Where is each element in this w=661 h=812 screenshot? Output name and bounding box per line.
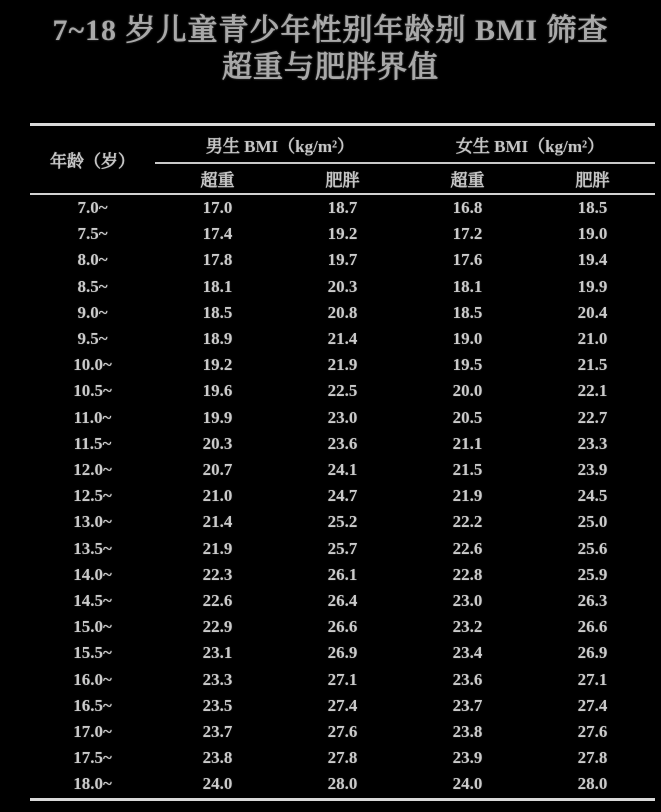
cell-girls-obesity: 27.4 <box>577 695 608 715</box>
table-row <box>30 771 655 799</box>
cell-boys-overweight: 19.6 <box>202 381 233 401</box>
cell-boys-overweight: 20.7 <box>202 460 233 480</box>
cell-boys-obesity: 28.0 <box>327 774 358 794</box>
cell-girls-obesity: 28.0 <box>577 774 608 794</box>
cell-boys-obesity: 27.1 <box>327 669 358 689</box>
cell-age: 12.0~ <box>73 460 112 480</box>
table-row <box>30 745 655 771</box>
table-header-group-row <box>30 125 655 164</box>
cell-girls-obesity: 18.5 <box>577 198 608 217</box>
cell-boys-obesity: 22.5 <box>327 381 358 401</box>
table-row <box>30 274 655 300</box>
cell-age: 8.5~ <box>77 276 108 296</box>
column-header-boys-obesity: 肥胖 <box>280 163 405 194</box>
cell-boys-obesity: 21.9 <box>327 355 358 375</box>
cell-girls-overweight: 18.5 <box>452 302 483 322</box>
cell-age: 10.5~ <box>73 381 112 401</box>
column-header-girls-overweight: 超重 <box>405 163 530 194</box>
cell-girls-obesity: 19.0 <box>577 224 608 244</box>
cell-girls-overweight: 23.9 <box>452 748 483 768</box>
cell-boys-overweight: 23.3 <box>202 669 233 689</box>
cell-age: 12.5~ <box>73 486 112 506</box>
cell-boys-overweight: 23.8 <box>202 748 233 768</box>
cell-girls-overweight: 17.6 <box>452 250 483 270</box>
column-group-boys-bmi: 男生 BMI（kg/m²） <box>155 125 405 164</box>
cell-girls-obesity: 21.0 <box>577 329 608 349</box>
cell-age: 9.0~ <box>77 302 108 322</box>
table-row <box>30 588 655 614</box>
cell-girls-overweight: 21.1 <box>452 433 483 453</box>
cell-boys-obesity: 27.6 <box>327 722 358 742</box>
cell-boys-obesity: 21.4 <box>327 329 358 349</box>
cell-girls-obesity: 22.1 <box>577 381 608 401</box>
cell-girls-obesity: 27.1 <box>577 669 608 689</box>
table-row <box>30 194 655 221</box>
cell-boys-overweight: 20.3 <box>202 433 233 453</box>
table-row <box>30 247 655 273</box>
table-header <box>30 125 655 195</box>
cell-age: 8.0~ <box>77 250 108 270</box>
cell-girls-obesity: 26.3 <box>577 591 608 611</box>
table-row <box>30 221 655 247</box>
cell-girls-obesity: 19.4 <box>577 250 608 270</box>
cell-age: 7.5~ <box>77 224 108 244</box>
cell-boys-obesity: 26.1 <box>327 564 358 584</box>
cell-boys-obesity: 24.1 <box>327 460 358 480</box>
table-row <box>30 614 655 640</box>
table-row <box>30 719 655 745</box>
table-row <box>30 693 655 719</box>
table-row <box>30 457 655 483</box>
cell-boys-overweight: 18.5 <box>202 302 233 322</box>
table-row <box>30 405 655 431</box>
cell-girls-obesity: 27.8 <box>577 748 608 768</box>
cell-girls-obesity: 24.5 <box>577 486 608 506</box>
table-row <box>30 667 655 693</box>
page-title <box>0 0 661 86</box>
cell-girls-overweight: 21.9 <box>452 486 483 506</box>
cell-boys-overweight: 23.1 <box>202 643 233 663</box>
table-row <box>30 352 655 378</box>
cell-girls-overweight: 20.0 <box>452 381 483 401</box>
cell-girls-overweight: 23.6 <box>452 669 483 689</box>
cell-girls-overweight: 17.2 <box>452 224 483 244</box>
cell-girls-obesity: 26.9 <box>577 643 608 663</box>
cell-girls-obesity: 22.7 <box>577 407 608 427</box>
cell-girls-obesity: 25.0 <box>577 512 608 532</box>
cell-boys-obesity: 18.7 <box>327 198 358 217</box>
page-title-line-2: 超重与肥胖界值 <box>222 51 439 84</box>
cell-boys-obesity: 20.8 <box>327 302 358 322</box>
column-header-boys-overweight: 超重 <box>155 163 280 194</box>
cell-age: 15.5~ <box>73 643 112 663</box>
cell-age: 7.0~ <box>77 198 108 217</box>
cell-boys-obesity: 19.2 <box>327 224 358 244</box>
cell-girls-overweight: 22.2 <box>452 512 483 532</box>
cell-boys-overweight: 17.4 <box>202 224 233 244</box>
table-row <box>30 509 655 535</box>
cell-boys-obesity: 25.2 <box>327 512 358 532</box>
cell-boys-obesity: 24.7 <box>327 486 358 506</box>
cell-age: 16.0~ <box>73 669 112 689</box>
cell-boys-overweight: 21.9 <box>202 538 233 558</box>
cell-age: 17.5~ <box>73 748 112 768</box>
cell-girls-overweight: 23.0 <box>452 591 483 611</box>
cell-boys-overweight: 18.1 <box>202 276 233 296</box>
column-header-age: 年龄（岁） <box>30 125 155 195</box>
table-row <box>30 300 655 326</box>
cell-age: 16.5~ <box>73 695 112 715</box>
cell-girls-obesity: 25.9 <box>577 564 608 584</box>
cell-boys-obesity: 27.8 <box>327 748 358 768</box>
cell-age: 10.0~ <box>73 355 112 375</box>
cell-boys-obesity: 23.0 <box>327 407 358 427</box>
cell-girls-overweight: 23.8 <box>452 722 483 742</box>
cell-boys-overweight: 24.0 <box>202 774 233 794</box>
column-header-girls-obesity: 肥胖 <box>530 163 655 194</box>
cell-boys-overweight: 18.9 <box>202 329 233 349</box>
cell-boys-overweight: 21.0 <box>202 486 233 506</box>
cell-boys-obesity: 27.4 <box>327 695 358 715</box>
cell-age: 11.0~ <box>73 407 112 427</box>
cell-girls-overweight: 19.0 <box>452 329 483 349</box>
cell-boys-overweight: 21.4 <box>202 512 233 532</box>
cell-boys-overweight: 23.7 <box>202 722 233 742</box>
cell-girls-obesity: 25.6 <box>577 538 608 558</box>
cell-girls-overweight: 22.6 <box>452 538 483 558</box>
cell-age: 9.5~ <box>77 329 108 349</box>
cell-girls-obesity: 19.9 <box>577 276 608 296</box>
cell-boys-obesity: 26.4 <box>327 591 358 611</box>
cell-girls-overweight: 21.5 <box>452 460 483 480</box>
page-title-line-1: 7~18 岁儿童青少年性别年龄别 BMI 筛查 <box>52 14 609 47</box>
cell-boys-obesity: 23.6 <box>327 433 358 453</box>
cell-boys-overweight: 19.9 <box>202 407 233 427</box>
cell-boys-overweight: 17.8 <box>202 250 233 270</box>
cell-girls-obesity: 26.6 <box>577 617 608 637</box>
cell-boys-overweight: 22.6 <box>202 591 233 611</box>
cell-girls-overweight: 16.8 <box>452 198 483 217</box>
table-body <box>30 194 655 799</box>
cell-girls-obesity: 23.9 <box>577 460 608 480</box>
cell-boys-obesity: 26.6 <box>327 617 358 637</box>
cell-girls-overweight: 23.4 <box>452 643 483 663</box>
table-row <box>30 378 655 404</box>
cell-boys-overweight: 19.2 <box>202 355 233 375</box>
cell-girls-obesity: 21.5 <box>577 355 608 375</box>
cell-girls-obesity: 20.4 <box>577 302 608 322</box>
cell-girls-obesity: 27.6 <box>577 722 608 742</box>
cell-age: 17.0~ <box>73 722 112 742</box>
table-row <box>30 326 655 352</box>
cell-boys-overweight: 17.0 <box>202 198 233 217</box>
cell-boys-overweight: 23.5 <box>202 695 233 715</box>
column-group-girls-bmi: 女生 BMI（kg/m²） <box>405 125 655 164</box>
table-row <box>30 536 655 562</box>
cell-girls-overweight: 19.5 <box>452 355 483 375</box>
cell-girls-overweight: 18.1 <box>452 276 483 296</box>
cell-boys-overweight: 22.3 <box>202 564 233 584</box>
cell-boys-obesity: 26.9 <box>327 643 358 663</box>
cell-age: 18.0~ <box>73 774 112 794</box>
cell-age: 15.0~ <box>73 617 112 637</box>
cell-girls-overweight: 24.0 <box>452 774 483 794</box>
cell-girls-overweight: 23.2 <box>452 617 483 637</box>
cell-age: 14.5~ <box>73 591 112 611</box>
cell-girls-obesity: 23.3 <box>577 433 608 453</box>
cell-age: 14.0~ <box>73 564 112 584</box>
cell-boys-overweight: 22.9 <box>202 617 233 637</box>
table-row <box>30 431 655 457</box>
cell-age: 13.5~ <box>73 538 112 558</box>
cell-boys-obesity: 25.7 <box>327 538 358 558</box>
table-row <box>30 640 655 666</box>
cell-age: 13.0~ <box>73 512 112 532</box>
table-row <box>30 562 655 588</box>
cell-boys-obesity: 19.7 <box>327 250 358 270</box>
cell-girls-overweight: 22.8 <box>452 564 483 584</box>
cell-girls-overweight: 20.5 <box>452 407 483 427</box>
cell-boys-obesity: 20.3 <box>327 276 358 296</box>
bmi-cutoff-table <box>30 123 655 801</box>
table-row <box>30 483 655 509</box>
cell-age: 11.5~ <box>73 433 112 453</box>
cell-girls-overweight: 23.7 <box>452 695 483 715</box>
